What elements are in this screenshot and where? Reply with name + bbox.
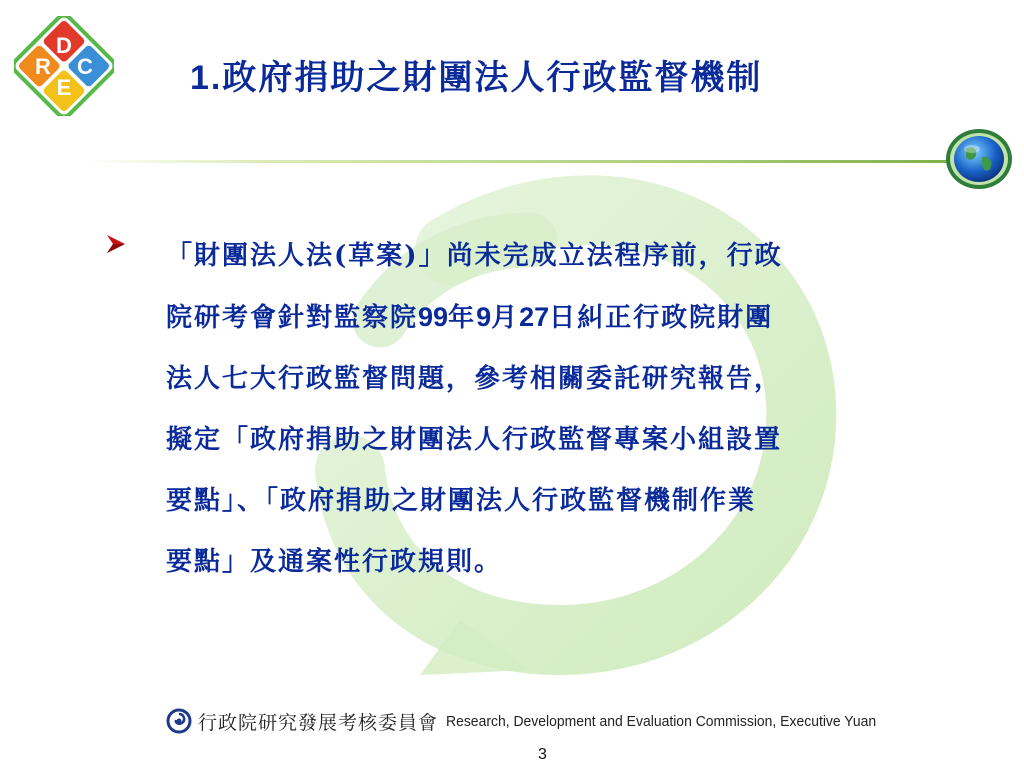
page-number: 3 <box>538 746 547 763</box>
paragraph-line-5 <box>166 471 912 532</box>
footer-organization <box>166 706 909 736</box>
org-name-english: Research, Development and Evaluation Commission, Executive Yuan <box>446 712 877 730</box>
text-segment: 年 <box>448 303 477 333</box>
arrow-bullet-icon <box>104 232 128 256</box>
logo-letter-d: D <box>56 33 72 58</box>
text-segment: 要點」、「政府捐助之財團法人行政監督機制作業 <box>166 486 757 516</box>
paragraph-line-4 <box>166 410 912 471</box>
logo-letter-c: C <box>77 54 93 79</box>
slide-title <box>190 50 762 99</box>
org-name-chinese: 行政院研究發展考核委員會 <box>198 711 439 734</box>
text-segment: 月 <box>491 303 520 333</box>
title-divider <box>86 160 956 163</box>
month-number: 9 <box>476 302 492 332</box>
paragraph-line-3 <box>166 349 912 410</box>
day-number: 27 <box>519 302 550 332</box>
text-segment: 「財團法人法(草案)」尚未完成立法程序前，行政 <box>166 241 783 271</box>
logo-letter-e: E <box>56 75 72 100</box>
paragraph-line-6 <box>166 532 912 593</box>
title-number: 1. <box>190 59 223 97</box>
bullet-paragraph <box>166 226 912 593</box>
text-segment: 要點」及通案性行政規則。 <box>166 547 503 577</box>
text-segment: 擬定「政府捐助之財團法人行政監督專案小組設置 <box>166 425 783 455</box>
text-segment: 日糾正行政院財團 <box>549 303 774 333</box>
year-number: 99 <box>418 302 449 332</box>
rdec-logo <box>14 16 114 116</box>
title-text: 政府捐助之財團法人行政監督機制 <box>222 58 763 98</box>
text-segment: 院研考會針對監察院 <box>166 303 419 333</box>
text-segment: 法人七大行政監督問題，參考相關委託研究報告， <box>166 364 783 394</box>
rdec-swirl-icon <box>166 708 192 734</box>
paragraph-line-1 <box>166 226 912 287</box>
paragraph-line-2 <box>166 287 912 349</box>
logo-letter-r: R <box>35 54 51 79</box>
globe-icon <box>944 127 1014 191</box>
